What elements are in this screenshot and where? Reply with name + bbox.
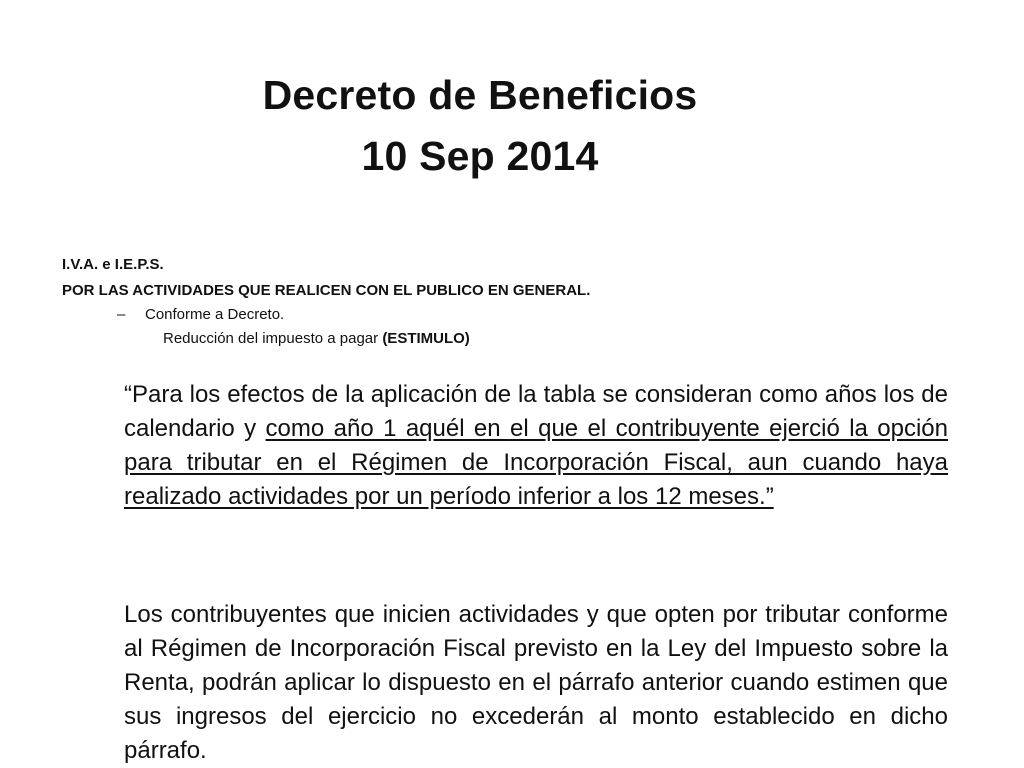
slide-title-date: 10 Sep 2014 [361,133,599,179]
quote-plain-text: “Para los efectos de la aplicación de la tabla se consideran como años los de calendario y [124,381,948,442]
quoted-paragraph [124,378,948,514]
estimulo-emphasis: (ESTIMULO) [382,330,470,347]
subsection-heading: POR LAS ACTIVIDADES QUE REALICEN CON EL PUBLICO EN GENERAL. [62,282,591,299]
bullet-item-conforme: Conforme a Decreto. [145,306,285,323]
section-heading-iva-ieps: I.V.A. e I.E.P.S. [62,256,164,273]
body-paragraph: Los contribuyentes que inicien actividades y que opten por tributar conforme al Régimen de Incorporación Fiscal previsto en la Ley del Impuesto sobre la Renta, podrán aplicar lo dispuesto en el párrafo anterior cuando estimen que sus ingresos del ejercicio no excederán al monto establecido en dicho párrafo. [124,601,948,764]
quote-underlined-text: como año 1 aquél en el que el contribuyente ejerció la opción para tributar en el Régimen de Incorporación Fiscal, aun cuando haya realizado actividades por un período inferior a los 12 meses.” [124,415,949,510]
reduccion-text: Reducción del impuesto a pagar [163,330,383,347]
bullet-subitem-reduccion [163,331,470,346]
slide-title-line-1: Decreto de Beneficios [262,72,698,118]
bullet-dash-marker: – [117,306,126,323]
